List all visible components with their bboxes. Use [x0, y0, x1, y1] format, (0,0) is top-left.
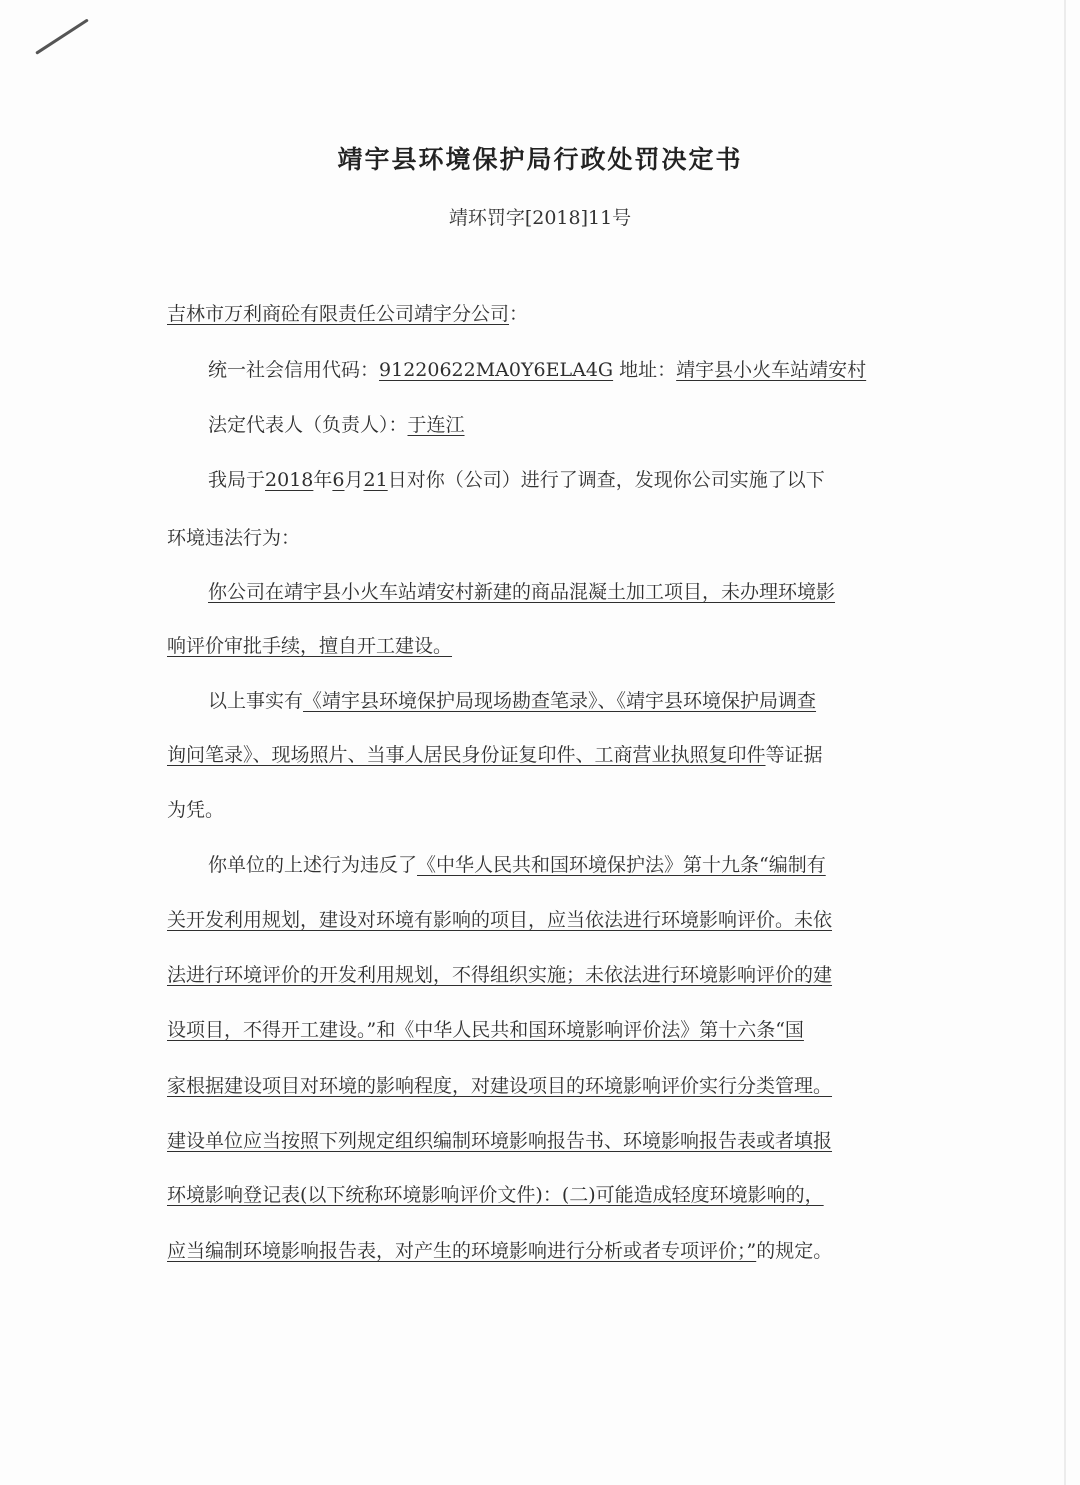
- inv-prefix: 我局于: [208, 469, 266, 491]
- recipient-suffix: ：: [509, 303, 529, 325]
- violation-line-2: [167, 632, 452, 660]
- law-prefix: 你单位的上述行为违反了: [208, 854, 418, 876]
- evidence-prefix: 以上事实有: [208, 690, 304, 712]
- inv-year-unit: 年: [313, 469, 333, 491]
- law-text-1: 《中华人民共和国环境保护法》第十九条“编制有: [417, 854, 826, 876]
- inv-day: 21: [363, 469, 388, 491]
- document-number: 靖环罚字[2018]11号: [448, 207, 632, 229]
- investigation-line-2: 环境违法行为：: [167, 527, 301, 549]
- law-text-2: 关开发利用规划，建设对环境有影响的项目，应当依法进行环境影响评价。未依: [167, 909, 833, 931]
- law-line-3: [167, 961, 832, 989]
- document-title: 靖宇县环境保护局行政处罚决定书: [337, 145, 743, 174]
- inv-month: 6: [332, 469, 345, 491]
- law-line-2: [167, 906, 832, 934]
- credit-code: 91220622MA0Y6ELA4G: [379, 359, 614, 381]
- evidence-text-1: 《靖宇县环境保护局现场勘查笔录》、《靖宇县环境保护局调查: [303, 690, 817, 712]
- law-text-7: 环境影响登记表(以下统称环境影响评价文件)：(二)可能造成轻度环境影响的，: [167, 1184, 824, 1206]
- credit-label: 统一社会信用代码：: [208, 359, 380, 381]
- address-label: 地址：: [613, 359, 677, 381]
- law-text-8: 应当编制环境影响报告表，对产生的环境影响进行分析或者专项评价；”: [167, 1240, 757, 1262]
- law-line-4: [167, 1016, 804, 1044]
- credit-address-line: [208, 356, 866, 384]
- law-text-6: 建设单位应当按照下列规定组织编制环境影响报告书、环境影响报告表或者填报: [167, 1130, 833, 1152]
- rep-label: 法定代表人（负责人）：: [208, 414, 408, 436]
- evidence-text-2: 询问笔录》、现场照片、当事人居民身份证复印件、工商营业执照复印件: [167, 744, 766, 766]
- law-suffix: 的规定。: [756, 1240, 833, 1262]
- pen-mark: [35, 18, 89, 54]
- evidence-line-1: [208, 687, 816, 715]
- law-line-6: [167, 1127, 832, 1155]
- law-text-3: 法进行环境评价的开发利用规划，不得组织实施；未依法进行环境影响评价的建: [167, 964, 833, 986]
- law-line-1: [208, 851, 826, 879]
- law-line-7: [167, 1181, 824, 1209]
- recipient-name: 吉林市万利商砼有限责任公司靖宇分公司: [167, 303, 510, 325]
- violation-line-1: [208, 578, 835, 606]
- inv-month-unit: 月: [344, 469, 364, 491]
- law-text-4: 设项目，不得开工建设。”和《中华人民共和国环境影响评价法》第十六条“国: [167, 1019, 804, 1041]
- law-line-8: [167, 1237, 832, 1265]
- inv-year: 2018: [265, 469, 314, 491]
- evidence-line-2: [167, 741, 823, 769]
- inv-suffix: 日对你（公司）进行了调查，发现你公司实施了以下: [387, 469, 825, 491]
- evidence-line-3: 为凭。: [167, 799, 225, 821]
- violation-text-1: 你公司在靖宇县小火车站靖安村新建的商品混凝土加工项目，未办理环境影: [208, 581, 836, 603]
- rep-name: 于连江: [407, 414, 465, 436]
- address-value: 靖宇县小火车站靖安村: [676, 359, 867, 381]
- investigation-line-1: [208, 466, 825, 494]
- violation-text-2: 响评价审批手续，擅自开工建设。: [167, 635, 453, 657]
- representative-line: [208, 411, 465, 439]
- recipient-line: [167, 300, 528, 328]
- evidence-suffix: 等证据: [765, 744, 823, 766]
- law-line-5: [167, 1072, 832, 1100]
- law-text-5: 家根据建设项目对环境的影响程度，对建设项目的环境影响评价实行分类管理。: [167, 1075, 833, 1097]
